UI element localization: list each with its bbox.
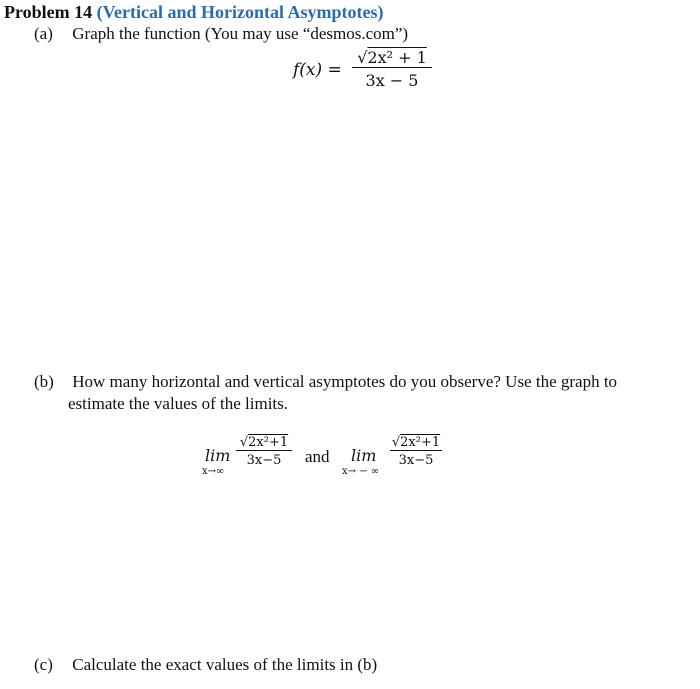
limit2-lim: lim xyxy=(351,446,377,465)
limit1-bar xyxy=(236,450,292,451)
part-a-text: Graph the function (You may use “desmos.com”) xyxy=(72,24,409,43)
limit2-subscript: x→ − ∞ xyxy=(342,466,380,477)
limit2-fraction xyxy=(390,435,442,468)
part-c-text: Calculate the exact values of the limits in (b) xyxy=(72,655,378,674)
part-b-line1 xyxy=(34,372,617,392)
limit1-lim: lim xyxy=(205,446,231,465)
part-c-label: (c) xyxy=(34,655,53,674)
limit2-denominator: 3x−5 xyxy=(398,453,434,468)
numerator-radicand: 2x² + 1 xyxy=(367,48,427,67)
fraction-bar xyxy=(352,67,432,68)
part-b-text-2: estimate the values of the limits. xyxy=(68,394,289,413)
limit2-sqrt: √ xyxy=(391,435,401,450)
problem-label: Problem 14 xyxy=(4,2,93,22)
problem-title xyxy=(4,2,383,23)
limit2-numerator xyxy=(390,435,442,450)
limit1-fraction xyxy=(236,435,292,468)
part-b-label: (b) xyxy=(34,372,54,391)
limit1-numerator xyxy=(236,435,292,450)
function-denominator: 3x − 5 xyxy=(365,71,419,90)
and-word: and xyxy=(305,447,330,466)
limit1-radicand: 2x²+1 xyxy=(248,435,289,450)
limit2-radicand: 2x²+1 xyxy=(400,435,441,450)
problem-topic: (Vertical and Horizontal Asymptotes) xyxy=(96,2,384,22)
limit1-denominator: 3x−5 xyxy=(246,453,282,468)
function-fraction xyxy=(352,48,432,90)
part-a-line xyxy=(34,24,408,44)
sqrt-symbol: √ xyxy=(357,48,368,67)
function-numerator xyxy=(352,48,432,67)
part-c-line xyxy=(34,655,377,675)
limit1-sqrt: √ xyxy=(239,435,249,450)
limit1-subscript: x→∞ xyxy=(202,466,225,477)
part-b-text-1: How many horizontal and vertical asymptotes do you observe? Use the graph to xyxy=(72,372,618,391)
limit2-bar xyxy=(390,450,442,451)
function-lhs: f(x) = xyxy=(293,60,342,80)
part-a-label: (a) xyxy=(34,24,53,43)
